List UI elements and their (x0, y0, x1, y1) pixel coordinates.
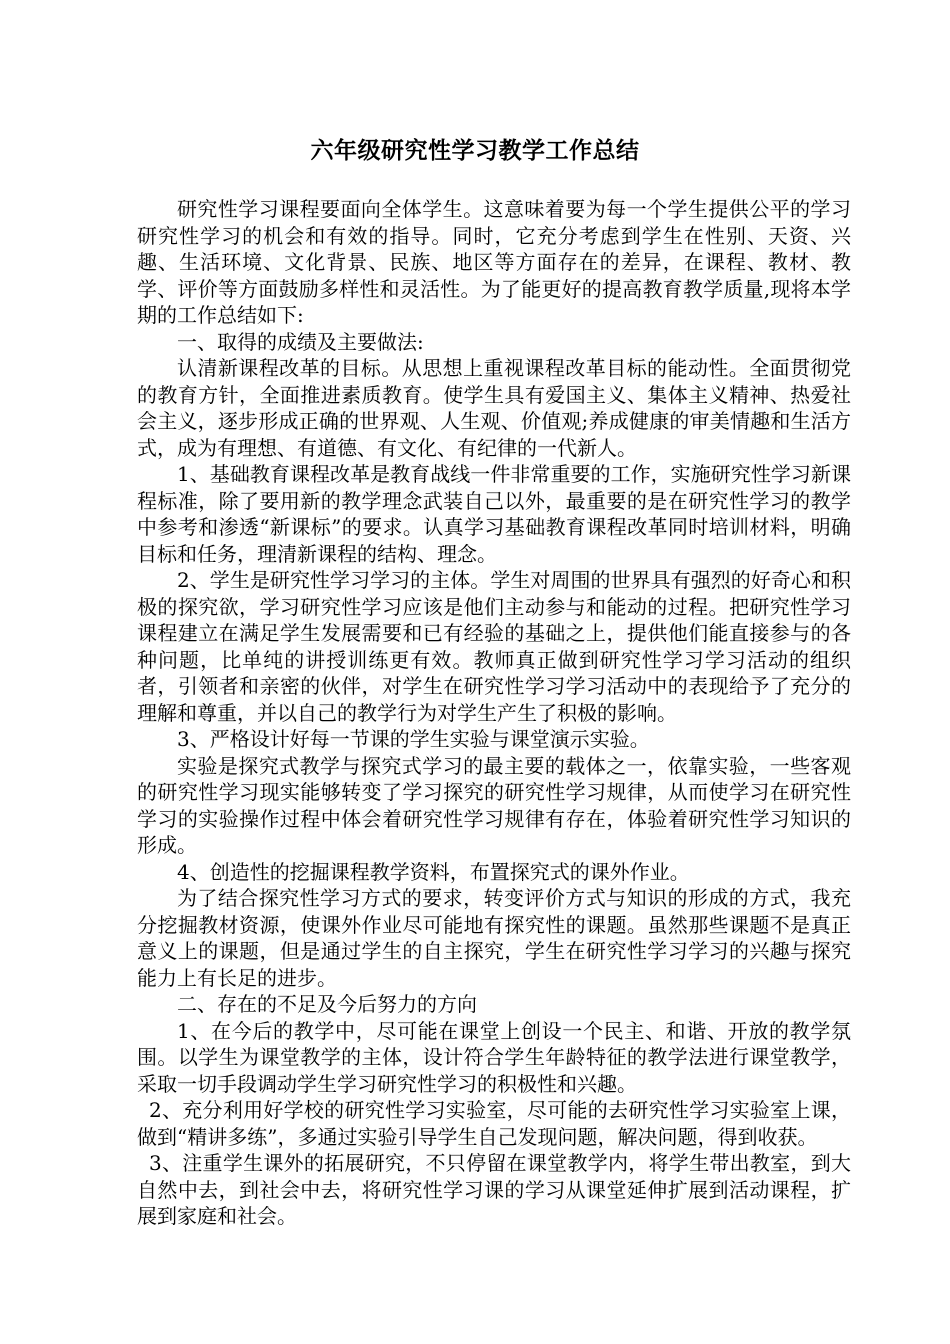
paragraph-experiments: 实验是探究式教学与探究式学习的最主要的载体之一，依靠实验，一些客观的研究性学习现实能够转变了学习探究的研究性学习规律，从而使学习在研究性学习的实验操作过程中体会着研究性学习规律有存在，体验着研究性学习知识的形成。 (137, 753, 851, 857)
paragraph-future-2: 2、充分利用好学校的研究性学习实验室，尽可能的去研究性学习实验室上课，做到“精讲多练”，多通过实验引导学生自己发现问题，解决问题，得到收获。 (137, 1098, 851, 1149)
paragraph-future-1: 1、在今后的教学中，尽可能在课堂上创设一个民主、和谐、开放的教学氛围。以学生为课堂教学的主体，设计符合学生年龄特征的教学法进行课堂教学，采取一切手段调动学生学习研究性学习的积极性和兴趣。 (137, 1018, 851, 1096)
paragraph-item-3-heading: 3、严格设计好每一节课的学生实验与课堂演示实验。 (177, 727, 650, 751)
paragraph-homework: 为了结合探究性学习方式的要求，转变评价方式与知识的形成的方式，我充分挖掘教材资源，使课外作业尽可能地有探究性的课题。虽然那些课题不是真正意义上的课题，但是通过学生的自主探究，学生在研究性学习学习的兴趣与探究能力上有长足的进步。 (137, 886, 851, 990)
document-body (137, 196, 851, 1230)
paragraph-goals: 认清新课程改革的目标。从思想上重视课程改革目标的能动性。全面贯彻党的教育方针，全面推进素质教育。使学生具有爱国主义、集体主义精神、热爱社会主义，逐步形成正确的世界观、人生观、价值观;养成健康的审美情趣和生活方式，成为有理想、有道德、有文化、有纪律的一代新人。 (137, 356, 851, 460)
document-title: 六年级研究性学习教学工作总结 (310, 138, 640, 164)
section-heading-achievements: 一、取得的成绩及主要做法: (177, 329, 424, 354)
paragraph-item-1: 1、基础教育课程改革是教育战线一件非常重要的工作，实施研究性学习新课程标准，除了要用新的教学理念武装自己以外，最重要的是在研究性学习的教学中参考和渗透“新课标”的要求。认真学习基础教育课程改革同时培训材料，明确目标和任务，理清新课程的结构、理念。 (137, 462, 851, 566)
paragraph-intro: 研究性学习课程要面向全体学生。这意味着要为每一个学生提供公平的学习研究性学习的机会和有效的指导。同时，它充分考虑到学生在性别、天资、兴趣、生活环境、文化背景、民族、地区等方面存在的差异，在课程、教材、教学、评价等方面鼓励多样性和灵活性。为了能更好的提高教育教学质量,现将本学期的工作总结如下: (137, 197, 851, 327)
section-heading-shortcomings: 二、存在的不足及今后努力的方向 (177, 992, 477, 1016)
paragraph-item-2: 2、学生是研究性学习学习的主体。学生对周围的世界具有强烈的好奇心和积极的探究欲，学习研究性学习应该是他们主动参与和能动的过程。把研究性学习课程建立在满足学生发展需要和已有经验的基础之上，提供他们能直接参与的各种问题，比单纯的讲授训练更有效。教师真正做到研究性学习学习活动的组织者，引领者和亲密的伙伴，对学生在研究性学习学习活动中的表现给予了充分的理解和尊重，并以自己的教学行为对学生产生了积极的影响。 (137, 568, 851, 725)
paragraph-item-4-heading: 4、创造性的挖掘课程教学资料，布置探究式的课外作业。 (177, 859, 690, 884)
paragraph-future-3: 3、注重学生课外的拓展研究，不只停留在课堂教学内，将学生带出教室，到大自然中去，到社会中去，将研究性学习课的学习从课堂延伸扩展到活动课程，扩展到家庭和社会。 (137, 1151, 851, 1228)
